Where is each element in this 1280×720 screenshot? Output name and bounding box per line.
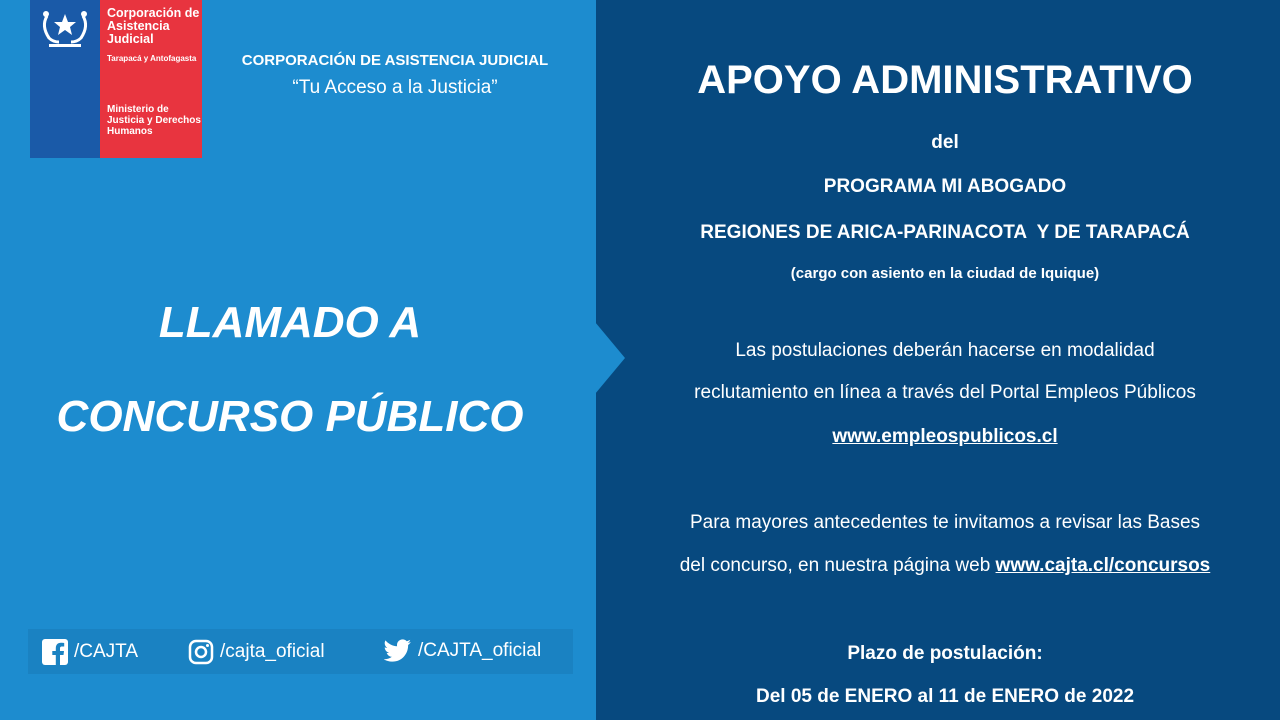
- logo-red-block: [100, 0, 202, 158]
- web-link[interactable]: www.cajta.cl/concursos: [995, 555, 1211, 576]
- deadline-dates: Del 05 de ENERO al 11 de ENERO de 2022: [755, 686, 1135, 707]
- twitter-icon: [384, 639, 412, 663]
- instagram-link[interactable]: [188, 639, 325, 665]
- twitter-handle: /CAJTA_oficial: [418, 640, 542, 661]
- info-line-2: [610, 555, 1280, 577]
- call-line-2: CONCURSO PÚBLICO: [56, 392, 524, 441]
- call-line-1: LLAMADO A: [158, 298, 422, 347]
- logo-blue-block: [30, 0, 100, 158]
- coat-of-arms-icon: [37, 6, 93, 50]
- regions: REGIONES DE ARICA-PARINACOTA Y DE TARAPACÁ: [700, 222, 1190, 243]
- corp-title: CORPORACIÓN DE ASISTENCIA JUDICIAL: [241, 52, 549, 69]
- facebook-handle: /CAJTA: [74, 641, 139, 662]
- logo-ministry: Ministerio de Justicia y Derechos Humanos: [107, 104, 201, 137]
- application-line-2: reclutamiento en línea a través del Portal Empleos Públicos: [694, 382, 1196, 403]
- corp-slogan: “Tu Acceso a la Justicia”: [292, 77, 498, 98]
- instagram-icon: [188, 639, 214, 665]
- social-bar: [28, 629, 573, 674]
- job-del: del: [931, 132, 959, 153]
- twitter-link[interactable]: [384, 639, 541, 663]
- job-title: APOYO ADMINISTRATIVO: [697, 58, 1193, 102]
- facebook-icon: [42, 639, 68, 665]
- logo-org-name: Corporación de Asistencia Judicial: [107, 6, 200, 46]
- facebook-link[interactable]: [42, 639, 138, 665]
- deadline-label: Plazo de postulación:: [847, 643, 1043, 664]
- program-name: PROGRAMA MI ABOGADO: [823, 176, 1067, 197]
- portal-link[interactable]: www.empleospublicos.cl: [832, 426, 1058, 447]
- instagram-handle: /cajta_oficial: [220, 641, 325, 662]
- application-line-1: Las postulaciones deberán hacerse en modalidad: [735, 340, 1155, 361]
- logo-region: Tarapacá y Antofagasta: [107, 54, 197, 63]
- info-line-1: Para mayores antecedentes te invitamos a revisar las Bases: [689, 512, 1201, 533]
- institution-logo: [30, 0, 202, 158]
- info-line-2-prefix: del concurso, en nuestra página web: [679, 555, 996, 576]
- job-location-note: (cargo con asiento en la ciudad de Iquique): [790, 265, 1100, 282]
